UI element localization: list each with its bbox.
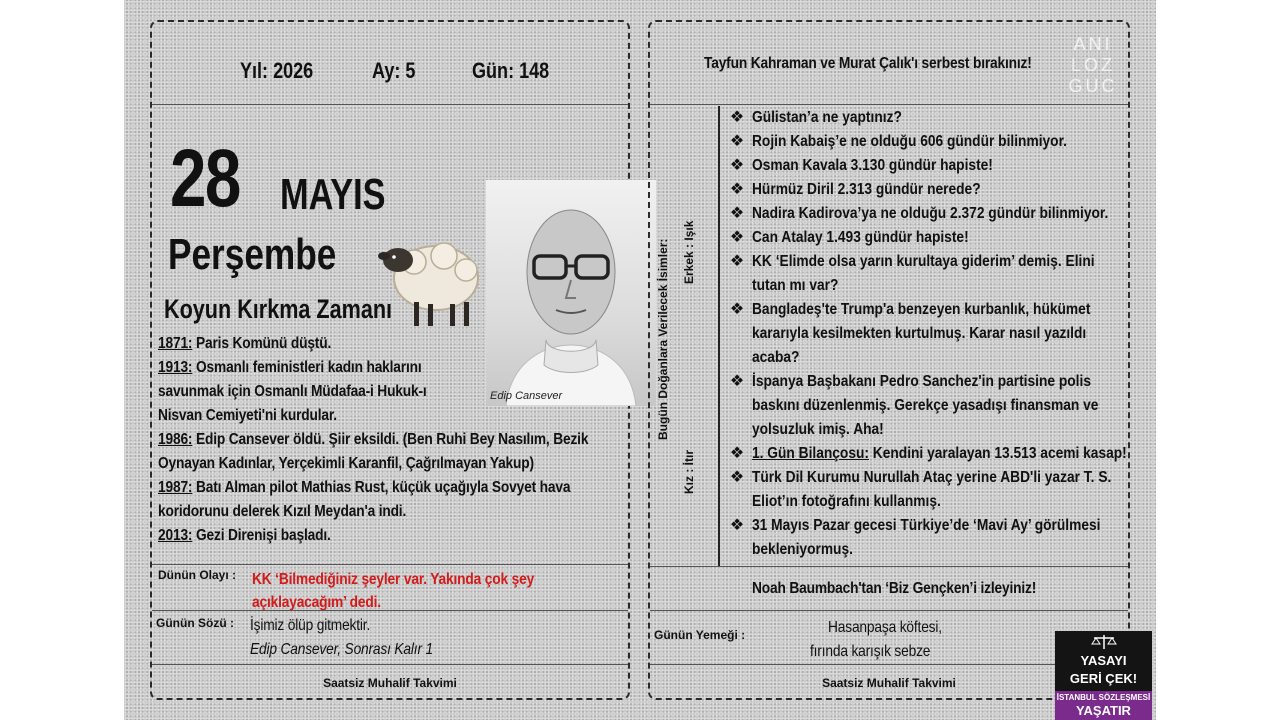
event-text: Edip Cansever öldü. Şiir eksildi. (Ben Ruhi Bey Nasılım, Bezik: [192, 431, 589, 448]
event-text: Paris Komünü düştü.: [192, 335, 332, 352]
divider: [152, 104, 628, 105]
event-year: 1871:: [158, 335, 193, 352]
female-name: Kız : İtır: [682, 450, 696, 494]
diamond-bullet-icon: ❖: [729, 373, 745, 390]
badge-line-4: YAŞATIR: [1076, 703, 1131, 718]
event-text-cont: Oynayan Kadınlar, Yerçekimli Karanfil, Çağrılmayan Yakup): [158, 455, 534, 472]
news-item-text-cont: acaba?: [752, 349, 800, 366]
male-name: Erkek : Işık: [682, 220, 696, 284]
quote-label: Günün Sözü :: [156, 616, 234, 630]
news-item-body: [752, 154, 1032, 178]
news-item-body: [752, 442, 1188, 466]
news-item-text: Gülistan’a ne yaptınız?: [752, 109, 902, 126]
news-item-text-cont: kararıyla kesilmekten kurtulmuş. Karar nasıl yazıldı: [752, 325, 1087, 342]
divider: [152, 664, 628, 665]
calendar-footer: Saatsiz Muhalif Takvimi: [323, 676, 457, 690]
month-name: MAYIS: [280, 170, 386, 219]
month-label: Ay: 5: [372, 58, 416, 83]
news-item-text: 1. Gün Bilançosu: Kendini yaralayan 13.513 acemi kasap!: [752, 445, 1127, 462]
diamond-bullet-icon: ❖: [729, 253, 745, 270]
news-item-body: [752, 250, 1150, 298]
history-events: [158, 332, 718, 548]
divider-vertical: [718, 106, 720, 566]
news-item-text: Bangladeş'te Trump'a benzeyen kurbanlık, hükümet: [752, 301, 1091, 318]
divider: [650, 610, 1128, 611]
news-item: [722, 250, 1192, 298]
event-text: Osmanlı feministleri kadın haklarını: [192, 359, 422, 376]
news-item: [722, 466, 1192, 514]
event-2013: [158, 524, 640, 548]
diamond-bullet-icon: ❖: [729, 469, 745, 486]
event-year: 1987:: [158, 479, 193, 496]
event-1986: [158, 428, 640, 452]
day-number: 28: [170, 133, 240, 224]
news-item-text: Rojin Kabaiş’e ne olduğu 606 gündür bilinmiyor.: [752, 133, 1067, 150]
badge-line-2: GERİ ÇEK!: [1069, 671, 1138, 686]
event-1871: [158, 332, 640, 356]
news-item: [722, 202, 1192, 226]
yesterday-label: Dünün Olayı :: [158, 568, 237, 582]
news-item-text-cont: bekleniyormuş.: [752, 541, 853, 558]
news-item: [722, 514, 1192, 562]
divider: [650, 566, 1128, 567]
divider: [152, 610, 628, 611]
calendar-sheet: [124, 0, 1156, 720]
diamond-bullet-icon: ❖: [729, 445, 745, 462]
news-item-text-cont: Eliot’ın fotoğrafını kullanmış.: [752, 493, 941, 510]
badge-strip: [1055, 691, 1152, 720]
names-title: Bugün Doğanlara Verilecek İsimler:: [656, 238, 670, 440]
year-label: Yıl: 2026: [240, 58, 314, 83]
divider: [650, 104, 1128, 105]
event-1913: [158, 356, 640, 380]
news-item-text: Osman Kavala 3.130 gündür hapiste!: [752, 157, 993, 174]
news-item: [722, 154, 1192, 178]
meal-line-1: Hasanpaşa köftesi,: [828, 619, 942, 636]
badge-line-3: İSTANBUL SÖZLEŞMESİ: [1056, 693, 1151, 702]
event-text-cont: koridorunu delerek Kızıl Meydan'a indi.: [158, 503, 407, 520]
news-item-body: [752, 226, 1004, 250]
diamond-bullet-icon: ❖: [729, 181, 745, 198]
news-item-body: [752, 178, 1018, 202]
badge-line-1: YASAYI: [1080, 653, 1127, 668]
news-item-text: İspanya Başbakanı Pedro Sanchez'in partisine polis: [752, 373, 1091, 390]
news-item: [722, 130, 1192, 154]
weekday: Perşembe: [168, 230, 337, 279]
news-item-text: Nadira Kadirova’ya ne olduğu 2.372 gündür bilinmiyor.: [752, 205, 1109, 222]
news-bullets: [722, 106, 1192, 562]
news-item-body: [752, 130, 1118, 154]
quote-text: İşimiz ölüp gitmektir.: [250, 617, 371, 634]
news-item: [722, 178, 1192, 202]
yesterday-text-1: KK ‘Bilmediğiniz şeyler var. Yakında çok şey: [252, 571, 535, 588]
campaign-badge: [1055, 631, 1152, 720]
news-item: [722, 106, 1192, 130]
event-text: Gezi Direnişi başladı.: [192, 527, 331, 544]
news-item-text-cont: baskını düzenlenmiş. Gerekçe yasadışı finansman ve: [752, 397, 1099, 414]
news-item-body: [752, 514, 1157, 562]
news-item-body: [752, 466, 1170, 514]
event-1987: [158, 476, 640, 500]
meal-label: Günün Yemeği :: [654, 628, 746, 642]
news-item: [722, 298, 1192, 370]
diamond-bullet-icon: ❖: [729, 517, 745, 534]
event-year: 1913:: [158, 359, 193, 376]
calendar-page-left: [150, 20, 630, 700]
news-item: [722, 370, 1192, 442]
news-item-text-cont: yolsuzluk imiş. Aha!: [752, 421, 884, 438]
news-item: [722, 442, 1192, 466]
brand-logo: ANI LOZ GUC: [1068, 34, 1118, 96]
release-header: Tayfun Kahraman ve Murat Çalık'ı serbest bırakınız!: [704, 55, 1032, 72]
news-item-body: [752, 106, 926, 130]
diamond-bullet-icon: ❖: [729, 205, 745, 222]
occasion-title: Koyun Kırkma Zamanı: [164, 294, 393, 324]
event-text-cont: Nisvan Cemiyeti'ni kurdular.: [158, 407, 337, 424]
news-item-body: [752, 202, 1166, 226]
diamond-bullet-icon: ❖: [729, 301, 745, 318]
news-item-text: Can Atalay 1.493 gündür hapiste!: [752, 229, 969, 246]
news-item: [722, 226, 1192, 250]
photo-caption: Edip Cansever: [490, 390, 563, 402]
news-item-text: Türk Dil Kurumu Nurullah Ataç yerine ABD'li yazar T. S.: [752, 469, 1112, 486]
event-text-cont: savunmak için Osmanlı Müdafaa-i Hukuk-ı: [158, 383, 427, 400]
news-item-text: 31 Mayıs Pazar gecesi Türkiye’de ‘Mavi Ay’ görülmesi: [752, 517, 1101, 534]
event-year: 2013:: [158, 527, 193, 544]
event-text: Batı Alman pilot Mathias Rust, küçük uçağıyla Sovyet hava: [192, 479, 571, 496]
calendar-footer: Saatsiz Muhalif Takvimi: [822, 676, 956, 690]
meal-line-2: fırında karışık sebze: [810, 643, 931, 660]
diamond-bullet-icon: ❖: [729, 133, 745, 150]
news-item-body: [752, 370, 1155, 442]
diamond-bullet-icon: ❖: [729, 157, 745, 174]
quote-author: Edip Cansever, Sonrası Kalır 1: [250, 641, 434, 658]
day-label: Gün: 148: [472, 58, 550, 83]
event-year: 1986:: [158, 431, 193, 448]
calendar-page-right: [648, 20, 1130, 700]
film-recommendation: Noah Baumbach'tan ‘Biz Gençken’i izleyiniz!: [752, 580, 1037, 597]
news-item-body: [752, 298, 1145, 370]
diamond-bullet-icon: ❖: [729, 229, 745, 246]
news-item-text: Hürmüz Diril 2.313 gündür nerede?: [752, 181, 981, 198]
scales-icon: [1091, 633, 1117, 651]
diamond-bullet-icon: ❖: [729, 109, 745, 126]
divider: [152, 564, 628, 565]
news-item-text-cont: tutan mı var?: [752, 277, 839, 294]
news-item-text: KK ‘Elimde olsa yarın kurultaya giderim’ demiş. Elini: [752, 253, 1095, 270]
yesterday-text-2: açıklayacağım’ dedi.: [252, 594, 381, 611]
